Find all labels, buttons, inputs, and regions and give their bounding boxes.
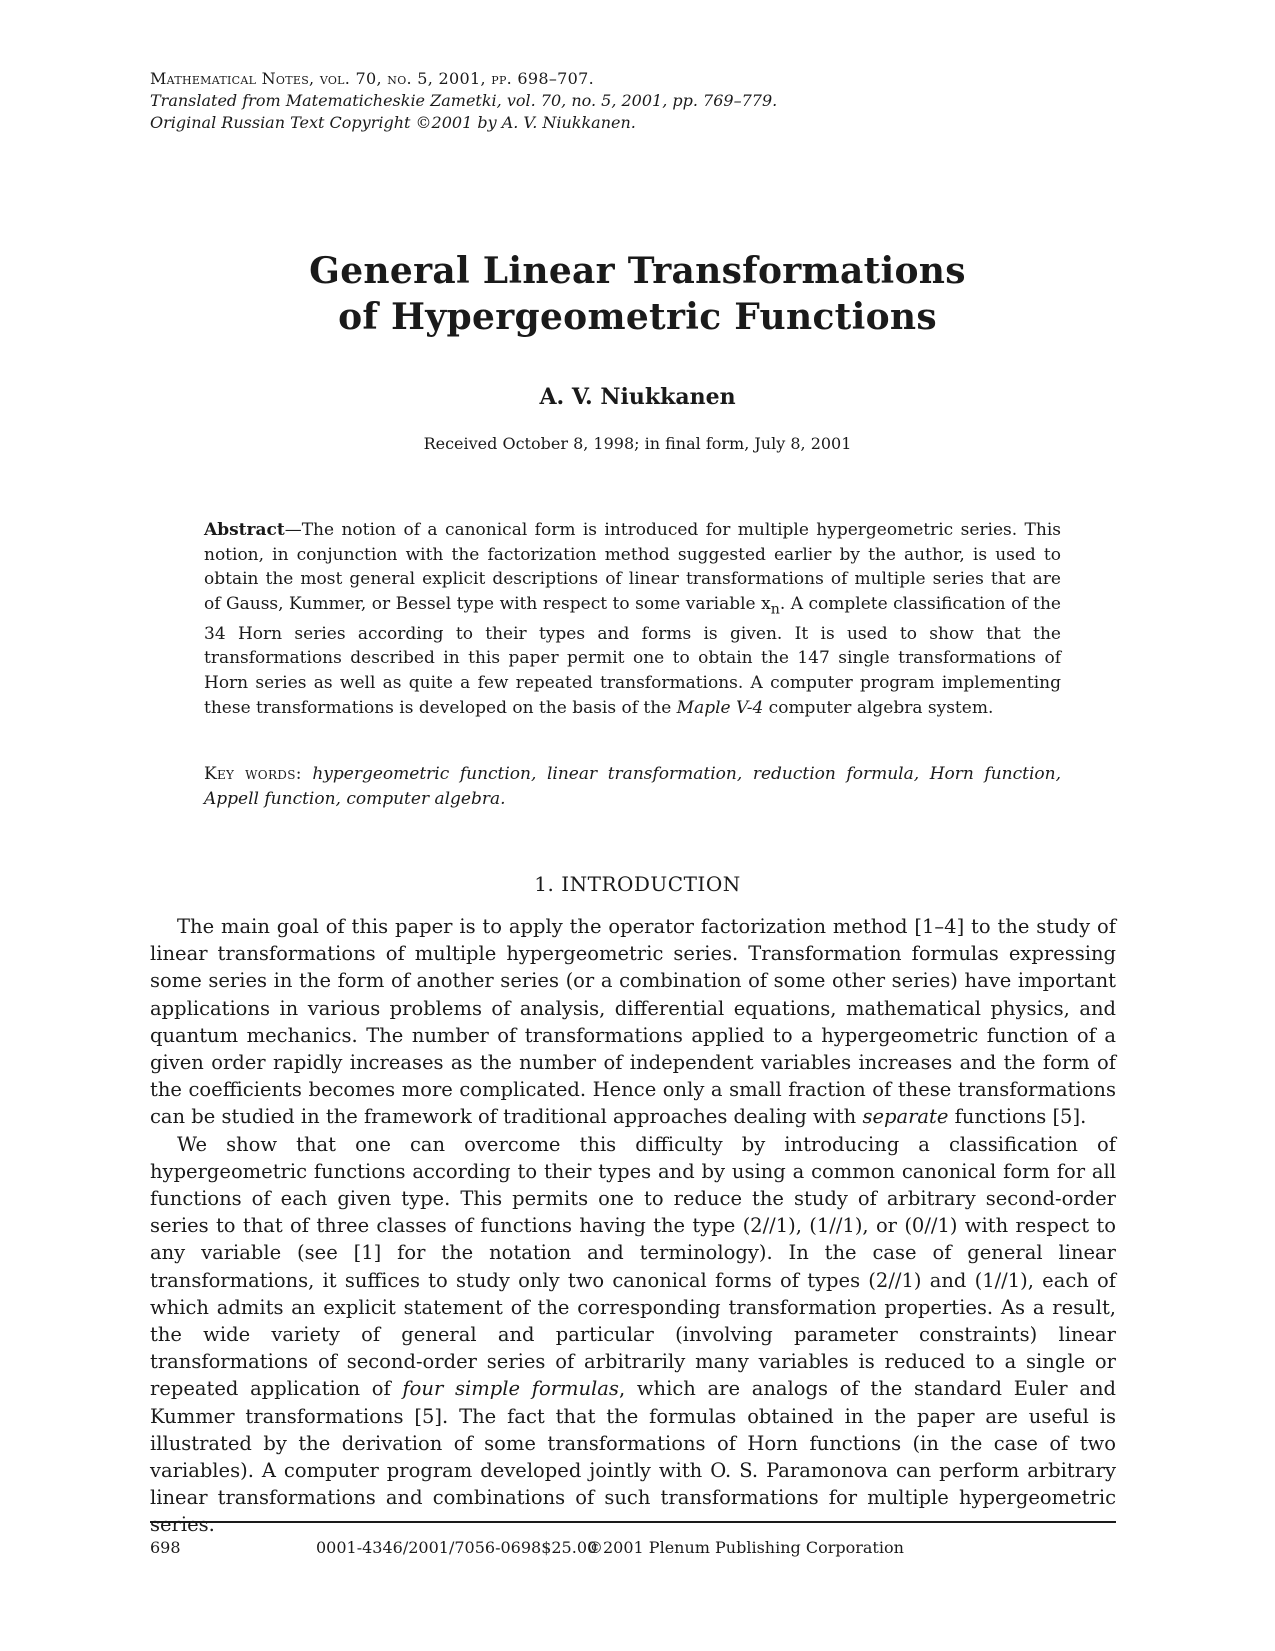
page-number: 698 (150, 1538, 181, 1557)
abstract-label: Abstract (204, 520, 285, 540)
paper-title (0, 248, 1275, 340)
journal-header (150, 68, 1050, 134)
paragraph-2-text-b: , which are analogs of the standard Euler and Kummer transformations [5]. The fact that the formulas obtained in the paper are useful is illustrated by the derivation of some transformations of Horn functions (in the case of two variables). A computer program developed jointly with O. S. Paramonova can perform arbitrary linear transformations and combinations of such transformations for multiple hypergeometric series. (150, 1377, 1116, 1537)
received-dates: Received October 8, 1998; in final form, July 8, 2001 (423, 434, 852, 453)
abstract-text-3: computer algebra system. (763, 697, 994, 718)
abstract-text-1: —The notion of a canonical form is introduced for multiple hypergeometric series. This notion, in conjunction with the factorization method suggested earlier by the author, is used to obtain the most general explicit descriptions of linear transformations of multiple series that are of Gauss, Kummer, or Bessel type with respect to some variable x (204, 520, 1061, 614)
paragraph-2-emphasis: four simple formulas (402, 1377, 619, 1401)
title-line-1: General Linear Transformations (309, 250, 966, 292)
translation-note: Translated from Matematicheskie Zametki, vol. 70, no. 5, 2001, pp. 769–779. (150, 91, 778, 110)
paragraph-1-text-b: functions [5]. (948, 1105, 1087, 1129)
abstract (204, 518, 1061, 720)
title-line-2: of Hypergeometric Functions (338, 296, 937, 338)
keywords-list: hypergeometric function, linear transformation, reduction formula, Horn function, Appell function, computer algebra. (204, 764, 1062, 809)
abstract-text-2: . A complete classification of the 34 Horn series according to their types and forms is given. It is used to show that the transformations described in this paper permit one to obtain the 147 single transformations of Horn series as well as quite a few repeated transformations. A computer program implementing these transformations is developed on the basis of the (204, 593, 1061, 718)
abstract-software-name: Maple V-4 (676, 697, 764, 718)
copyright-note: Original Russian Text Copyright ©2001 by A. V. Niukkanen. (150, 113, 636, 132)
section-heading: 1. INTRODUCTION (534, 872, 741, 896)
paragraph-2-text-a: We show that one can overcome this difficulty by introducing a classification of hypergeometric functions according to their types and by using a common canonical form for all functions of each given type. This permits one to reduce the study of arbitrary second-order series to that of three classes of functions having the type (2//1), (1//1), or (0//1) with respect to any variable (see [1] for the notation and terminology). In the case of general linear transformations, it suffices to study only two canonical forms of types (2//1) and (1//1), each of which admits an explicit statement of the corresponding transformation properties. As a result, the wide variety of general and particular (involving parameter constraints) linear transformations of second-order series of arbitrarily many variables is reduced to a single or repeated application of (150, 1132, 1116, 1401)
author-name: A. V. Niukkanen (539, 384, 736, 410)
publisher-copyright: ©2001 Plenum Publishing Corporation (587, 1538, 904, 1557)
keywords (204, 762, 1061, 811)
body-text (150, 913, 1116, 1539)
journal-citation: Mathematical Notes, vol. 70, no. 5, 2001, pp. 698–707. (150, 69, 594, 88)
paragraph-1-emphasis: separate (862, 1105, 949, 1129)
issn-code: 0001-4346/2001/7056-0698$25.00 (316, 1538, 598, 1557)
keywords-label: Key words: (204, 764, 302, 784)
footer-rule (150, 1521, 1116, 1523)
paragraph-1-text-a: The main goal of this paper is to apply the operator factorization method [1–4] to the study of linear transformations of multiple hypergeometric series. Transformation formulas expressing some series in the form of another series (or a combination of some other series) have important applications in various problems of analysis, differential equations, mathematical physics, and quantum mechanics. The number of transformations applied to a hypergeometric function of a given order rapidly increases as the number of independent variables increases and the form of the coefficients becomes more complicated. Hence only a small fraction of these transformations can be studied in the framework of traditional approaches dealing with (150, 915, 1116, 1129)
paragraph-1 (150, 913, 1116, 1131)
paragraph-2 (150, 1131, 1116, 1539)
abstract-subscript: n (770, 601, 780, 618)
